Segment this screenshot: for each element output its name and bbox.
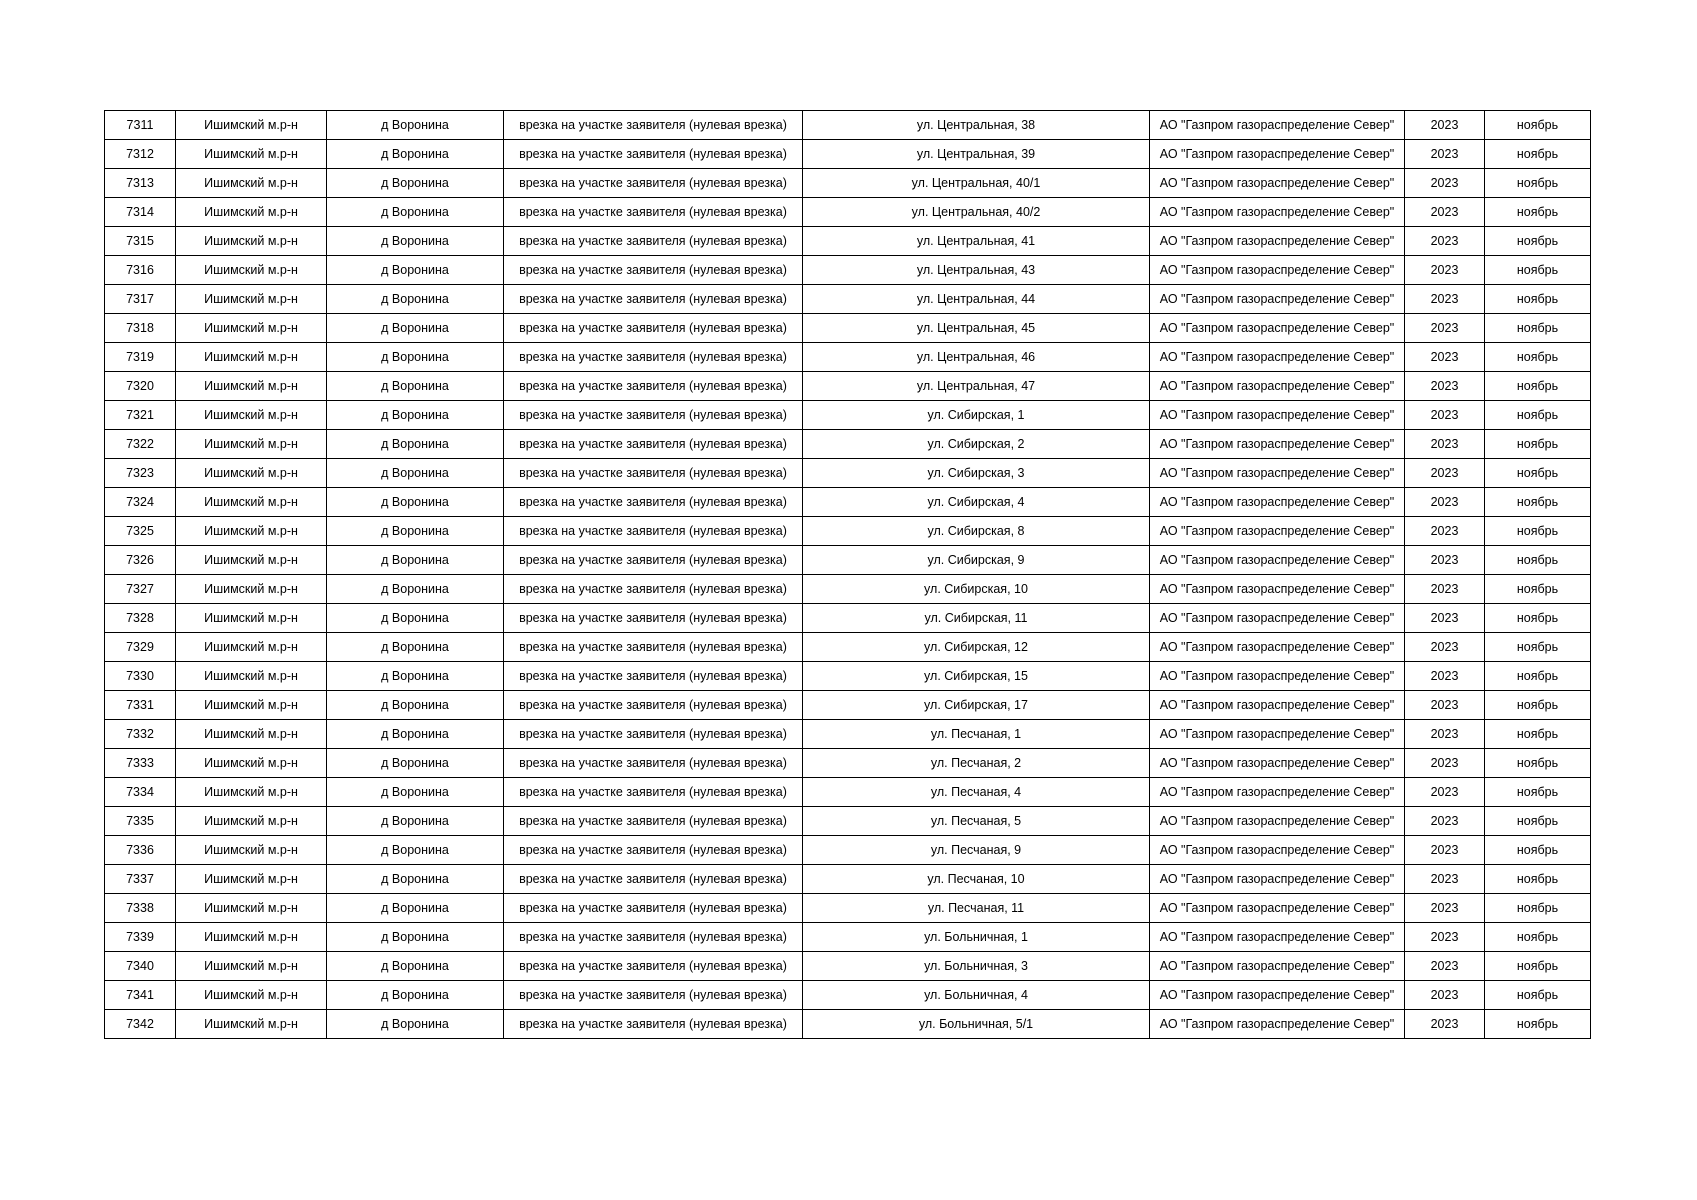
cell-year: 2023 <box>1405 604 1485 633</box>
cell-year: 2023 <box>1405 256 1485 285</box>
cell-number: 7327 <box>105 575 176 604</box>
cell-settlement: д Воронина <box>327 691 504 720</box>
cell-district: Ишимский м.р-н <box>176 836 327 865</box>
cell-settlement: д Воронина <box>327 198 504 227</box>
cell-district: Ишимский м.р-н <box>176 430 327 459</box>
cell-address: ул. Сибирская, 17 <box>803 691 1150 720</box>
cell-connection-type: врезка на участке заявителя (нулевая врезка) <box>504 865 803 894</box>
table-row <box>105 952 1591 981</box>
cell-number: 7331 <box>105 691 176 720</box>
cell-connection-type: врезка на участке заявителя (нулевая врезка) <box>504 111 803 140</box>
cell-month: ноябрь <box>1485 923 1591 952</box>
cell-year: 2023 <box>1405 807 1485 836</box>
cell-number: 7332 <box>105 720 176 749</box>
cell-number: 7316 <box>105 256 176 285</box>
cell-settlement: д Воронина <box>327 140 504 169</box>
cell-connection-type: врезка на участке заявителя (нулевая врезка) <box>504 488 803 517</box>
cell-district: Ишимский м.р-н <box>176 952 327 981</box>
table-row <box>105 314 1591 343</box>
cell-number: 7318 <box>105 314 176 343</box>
cell-organization: АО "Газпром газораспределение Север" <box>1150 836 1405 865</box>
cell-address: ул. Центральная, 44 <box>803 285 1150 314</box>
cell-year: 2023 <box>1405 140 1485 169</box>
cell-address: ул. Песчаная, 9 <box>803 836 1150 865</box>
cell-district: Ишимский м.р-н <box>176 285 327 314</box>
cell-month: ноябрь <box>1485 140 1591 169</box>
cell-connection-type: врезка на участке заявителя (нулевая врезка) <box>504 894 803 923</box>
cell-organization: АО "Газпром газораспределение Север" <box>1150 140 1405 169</box>
cell-connection-type: врезка на участке заявителя (нулевая врезка) <box>504 169 803 198</box>
cell-number: 7336 <box>105 836 176 865</box>
table-row <box>105 227 1591 256</box>
cell-number: 7338 <box>105 894 176 923</box>
table-row <box>105 807 1591 836</box>
cell-settlement: д Воронина <box>327 314 504 343</box>
cell-connection-type: врезка на участке заявителя (нулевая врезка) <box>504 604 803 633</box>
cell-district: Ишимский м.р-н <box>176 169 327 198</box>
cell-number: 7324 <box>105 488 176 517</box>
cell-connection-type: врезка на участке заявителя (нулевая врезка) <box>504 401 803 430</box>
cell-connection-type: врезка на участке заявителя (нулевая врезка) <box>504 807 803 836</box>
cell-connection-type: врезка на участке заявителя (нулевая врезка) <box>504 517 803 546</box>
cell-number: 7326 <box>105 546 176 575</box>
cell-month: ноябрь <box>1485 111 1591 140</box>
cell-year: 2023 <box>1405 836 1485 865</box>
table-row <box>105 778 1591 807</box>
cell-settlement: д Воронина <box>327 546 504 575</box>
cell-month: ноябрь <box>1485 517 1591 546</box>
cell-organization: АО "Газпром газораспределение Север" <box>1150 662 1405 691</box>
cell-address: ул. Песчаная, 1 <box>803 720 1150 749</box>
cell-year: 2023 <box>1405 401 1485 430</box>
cell-connection-type: врезка на участке заявителя (нулевая врезка) <box>504 256 803 285</box>
cell-settlement: д Воронина <box>327 488 504 517</box>
cell-month: ноябрь <box>1485 169 1591 198</box>
cell-number: 7342 <box>105 1010 176 1039</box>
table-row <box>105 575 1591 604</box>
table-row <box>105 372 1591 401</box>
cell-month: ноябрь <box>1485 459 1591 488</box>
cell-year: 2023 <box>1405 198 1485 227</box>
cell-organization: АО "Газпром газораспределение Север" <box>1150 111 1405 140</box>
cell-district: Ишимский м.р-н <box>176 111 327 140</box>
cell-district: Ишимский м.р-н <box>176 604 327 633</box>
cell-number: 7314 <box>105 198 176 227</box>
cell-year: 2023 <box>1405 314 1485 343</box>
table-row <box>105 401 1591 430</box>
cell-connection-type: врезка на участке заявителя (нулевая врезка) <box>504 459 803 488</box>
cell-district: Ишимский м.р-н <box>176 459 327 488</box>
gasification-table <box>104 110 1591 1039</box>
cell-address: ул. Центральная, 39 <box>803 140 1150 169</box>
cell-settlement: д Воронина <box>327 923 504 952</box>
cell-connection-type: врезка на участке заявителя (нулевая врезка) <box>504 952 803 981</box>
table-row <box>105 691 1591 720</box>
cell-number: 7315 <box>105 227 176 256</box>
cell-organization: АО "Газпром газораспределение Север" <box>1150 401 1405 430</box>
cell-address: ул. Сибирская, 12 <box>803 633 1150 662</box>
table-row <box>105 633 1591 662</box>
cell-month: ноябрь <box>1485 575 1591 604</box>
cell-settlement: д Воронина <box>327 981 504 1010</box>
cell-connection-type: врезка на участке заявителя (нулевая врезка) <box>504 314 803 343</box>
cell-organization: АО "Газпром газораспределение Север" <box>1150 981 1405 1010</box>
cell-organization: АО "Газпром газораспределение Север" <box>1150 256 1405 285</box>
table-body <box>105 111 1591 1039</box>
cell-district: Ишимский м.р-н <box>176 981 327 1010</box>
cell-number: 7311 <box>105 111 176 140</box>
table-row <box>105 517 1591 546</box>
cell-settlement: д Воронина <box>327 169 504 198</box>
cell-settlement: д Воронина <box>327 401 504 430</box>
table-row <box>105 285 1591 314</box>
cell-settlement: д Воронина <box>327 836 504 865</box>
cell-address: ул. Песчаная, 10 <box>803 865 1150 894</box>
cell-settlement: д Воронина <box>327 517 504 546</box>
cell-district: Ишимский м.р-н <box>176 343 327 372</box>
cell-organization: АО "Газпром газораспределение Север" <box>1150 604 1405 633</box>
cell-month: ноябрь <box>1485 546 1591 575</box>
cell-settlement: д Воронина <box>327 807 504 836</box>
cell-year: 2023 <box>1405 691 1485 720</box>
cell-month: ноябрь <box>1485 256 1591 285</box>
cell-district: Ишимский м.р-н <box>176 662 327 691</box>
cell-address: ул. Сибирская, 11 <box>803 604 1150 633</box>
cell-connection-type: врезка на участке заявителя (нулевая врезка) <box>504 923 803 952</box>
table-row <box>105 140 1591 169</box>
cell-month: ноябрь <box>1485 372 1591 401</box>
cell-organization: АО "Газпром газораспределение Север" <box>1150 169 1405 198</box>
cell-district: Ишимский м.р-н <box>176 198 327 227</box>
table-row <box>105 662 1591 691</box>
cell-district: Ишимский м.р-н <box>176 778 327 807</box>
cell-address: ул. Центральная, 38 <box>803 111 1150 140</box>
cell-year: 2023 <box>1405 720 1485 749</box>
table-row <box>105 981 1591 1010</box>
cell-month: ноябрь <box>1485 227 1591 256</box>
cell-district: Ишимский м.р-н <box>176 488 327 517</box>
cell-year: 2023 <box>1405 343 1485 372</box>
cell-address: ул. Центральная, 41 <box>803 227 1150 256</box>
cell-connection-type: врезка на участке заявителя (нулевая врезка) <box>504 343 803 372</box>
cell-address: ул. Сибирская, 9 <box>803 546 1150 575</box>
cell-number: 7328 <box>105 604 176 633</box>
cell-organization: АО "Газпром газораспределение Север" <box>1150 488 1405 517</box>
cell-organization: АО "Газпром газораспределение Север" <box>1150 952 1405 981</box>
cell-year: 2023 <box>1405 749 1485 778</box>
cell-address: ул. Песчаная, 11 <box>803 894 1150 923</box>
cell-number: 7313 <box>105 169 176 198</box>
cell-number: 7339 <box>105 923 176 952</box>
cell-organization: АО "Газпром газораспределение Север" <box>1150 314 1405 343</box>
cell-settlement: д Воронина <box>327 952 504 981</box>
cell-settlement: д Воронина <box>327 459 504 488</box>
cell-connection-type: врезка на участке заявителя (нулевая врезка) <box>504 720 803 749</box>
cell-number: 7321 <box>105 401 176 430</box>
cell-connection-type: врезка на участке заявителя (нулевая врезка) <box>504 1010 803 1039</box>
cell-organization: АО "Газпром газораспределение Север" <box>1150 546 1405 575</box>
cell-number: 7325 <box>105 517 176 546</box>
cell-year: 2023 <box>1405 169 1485 198</box>
cell-month: ноябрь <box>1485 604 1591 633</box>
cell-address: ул. Песчаная, 2 <box>803 749 1150 778</box>
cell-year: 2023 <box>1405 894 1485 923</box>
cell-connection-type: врезка на участке заявителя (нулевая врезка) <box>504 546 803 575</box>
cell-district: Ишимский м.р-н <box>176 894 327 923</box>
cell-number: 7323 <box>105 459 176 488</box>
cell-connection-type: врезка на участке заявителя (нулевая врезка) <box>504 227 803 256</box>
cell-month: ноябрь <box>1485 749 1591 778</box>
cell-year: 2023 <box>1405 662 1485 691</box>
cell-year: 2023 <box>1405 546 1485 575</box>
cell-address: ул. Сибирская, 8 <box>803 517 1150 546</box>
cell-address: ул. Сибирская, 10 <box>803 575 1150 604</box>
cell-address: ул. Больничная, 5/1 <box>803 1010 1150 1039</box>
cell-month: ноябрь <box>1485 952 1591 981</box>
cell-district: Ишимский м.р-н <box>176 865 327 894</box>
cell-number: 7335 <box>105 807 176 836</box>
cell-district: Ишимский м.р-н <box>176 575 327 604</box>
cell-settlement: д Воронина <box>327 720 504 749</box>
cell-year: 2023 <box>1405 285 1485 314</box>
cell-settlement: д Воронина <box>327 604 504 633</box>
cell-settlement: д Воронина <box>327 1010 504 1039</box>
cell-connection-type: врезка на участке заявителя (нулевая врезка) <box>504 749 803 778</box>
cell-month: ноябрь <box>1485 1010 1591 1039</box>
cell-address: ул. Больничная, 3 <box>803 952 1150 981</box>
cell-month: ноябрь <box>1485 285 1591 314</box>
cell-settlement: д Воронина <box>327 865 504 894</box>
cell-district: Ишимский м.р-н <box>176 401 327 430</box>
cell-organization: АО "Газпром газораспределение Север" <box>1150 459 1405 488</box>
table-row <box>105 459 1591 488</box>
table-row <box>105 749 1591 778</box>
cell-address: ул. Больничная, 1 <box>803 923 1150 952</box>
cell-connection-type: врезка на участке заявителя (нулевая врезка) <box>504 285 803 314</box>
cell-settlement: д Воронина <box>327 662 504 691</box>
cell-month: ноябрь <box>1485 836 1591 865</box>
table-row <box>105 836 1591 865</box>
cell-number: 7330 <box>105 662 176 691</box>
cell-district: Ишимский м.р-н <box>176 923 327 952</box>
cell-settlement: д Воронина <box>327 285 504 314</box>
cell-number: 7312 <box>105 140 176 169</box>
cell-month: ноябрь <box>1485 198 1591 227</box>
cell-settlement: д Воронина <box>327 256 504 285</box>
cell-year: 2023 <box>1405 778 1485 807</box>
cell-address: ул. Песчаная, 4 <box>803 778 1150 807</box>
cell-organization: АО "Газпром газораспределение Север" <box>1150 807 1405 836</box>
cell-year: 2023 <box>1405 111 1485 140</box>
cell-organization: АО "Газпром газораспределение Север" <box>1150 198 1405 227</box>
cell-settlement: д Воронина <box>327 111 504 140</box>
table-row <box>105 343 1591 372</box>
cell-settlement: д Воронина <box>327 430 504 459</box>
table-row <box>105 256 1591 285</box>
cell-address: ул. Центральная, 40/1 <box>803 169 1150 198</box>
cell-address: ул. Сибирская, 1 <box>803 401 1150 430</box>
table-row <box>105 111 1591 140</box>
cell-organization: АО "Газпром газораспределение Север" <box>1150 720 1405 749</box>
cell-address: ул. Сибирская, 4 <box>803 488 1150 517</box>
cell-district: Ишимский м.р-н <box>176 227 327 256</box>
cell-settlement: д Воронина <box>327 372 504 401</box>
cell-number: 7317 <box>105 285 176 314</box>
cell-connection-type: врезка на участке заявителя (нулевая врезка) <box>504 691 803 720</box>
table-row <box>105 923 1591 952</box>
cell-connection-type: врезка на участке заявителя (нулевая врезка) <box>504 662 803 691</box>
cell-district: Ишимский м.р-н <box>176 256 327 285</box>
table-row <box>105 720 1591 749</box>
cell-year: 2023 <box>1405 923 1485 952</box>
cell-connection-type: врезка на участке заявителя (нулевая врезка) <box>504 198 803 227</box>
cell-organization: АО "Газпром газораспределение Север" <box>1150 691 1405 720</box>
cell-year: 2023 <box>1405 1010 1485 1039</box>
cell-address: ул. Центральная, 45 <box>803 314 1150 343</box>
table-row <box>105 488 1591 517</box>
cell-year: 2023 <box>1405 517 1485 546</box>
cell-address: ул. Сибирская, 3 <box>803 459 1150 488</box>
cell-address: ул. Центральная, 46 <box>803 343 1150 372</box>
cell-connection-type: врезка на участке заявителя (нулевая врезка) <box>504 981 803 1010</box>
table-row <box>105 604 1591 633</box>
cell-month: ноябрь <box>1485 981 1591 1010</box>
cell-organization: АО "Газпром газораспределение Север" <box>1150 372 1405 401</box>
cell-organization: АО "Газпром газораспределение Север" <box>1150 575 1405 604</box>
cell-district: Ишимский м.р-н <box>176 140 327 169</box>
cell-month: ноябрь <box>1485 314 1591 343</box>
cell-month: ноябрь <box>1485 343 1591 372</box>
table-row <box>105 198 1591 227</box>
cell-district: Ишимский м.р-н <box>176 720 327 749</box>
cell-month: ноябрь <box>1485 720 1591 749</box>
cell-settlement: д Воронина <box>327 575 504 604</box>
cell-number: 7340 <box>105 952 176 981</box>
cell-district: Ишимский м.р-н <box>176 633 327 662</box>
cell-connection-type: врезка на участке заявителя (нулевая врезка) <box>504 575 803 604</box>
cell-address: ул. Сибирская, 2 <box>803 430 1150 459</box>
cell-year: 2023 <box>1405 981 1485 1010</box>
cell-organization: АО "Газпром газораспределение Север" <box>1150 430 1405 459</box>
cell-year: 2023 <box>1405 227 1485 256</box>
cell-month: ноябрь <box>1485 691 1591 720</box>
cell-address: ул. Центральная, 47 <box>803 372 1150 401</box>
cell-connection-type: врезка на участке заявителя (нулевая врезка) <box>504 778 803 807</box>
cell-year: 2023 <box>1405 430 1485 459</box>
cell-month: ноябрь <box>1485 430 1591 459</box>
cell-number: 7337 <box>105 865 176 894</box>
cell-organization: АО "Газпром газораспределение Север" <box>1150 894 1405 923</box>
cell-organization: АО "Газпром газораспределение Север" <box>1150 778 1405 807</box>
cell-year: 2023 <box>1405 633 1485 662</box>
cell-organization: АО "Газпром газораспределение Север" <box>1150 1010 1405 1039</box>
cell-settlement: д Воронина <box>327 778 504 807</box>
cell-number: 7334 <box>105 778 176 807</box>
cell-month: ноябрь <box>1485 778 1591 807</box>
cell-district: Ишимский м.р-н <box>176 749 327 778</box>
cell-year: 2023 <box>1405 372 1485 401</box>
cell-month: ноябрь <box>1485 488 1591 517</box>
cell-district: Ишимский м.р-н <box>176 807 327 836</box>
cell-district: Ишимский м.р-н <box>176 546 327 575</box>
cell-organization: АО "Газпром газораспределение Север" <box>1150 923 1405 952</box>
cell-year: 2023 <box>1405 488 1485 517</box>
table-row <box>105 1010 1591 1039</box>
cell-settlement: д Воронина <box>327 227 504 256</box>
table-row <box>105 430 1591 459</box>
table-row <box>105 865 1591 894</box>
cell-organization: АО "Газпром газораспределение Север" <box>1150 865 1405 894</box>
cell-number: 7329 <box>105 633 176 662</box>
cell-address: ул. Центральная, 40/2 <box>803 198 1150 227</box>
cell-organization: АО "Газпром газораспределение Север" <box>1150 517 1405 546</box>
cell-connection-type: врезка на участке заявителя (нулевая врезка) <box>504 372 803 401</box>
cell-year: 2023 <box>1405 952 1485 981</box>
cell-number: 7322 <box>105 430 176 459</box>
cell-organization: АО "Газпром газораспределение Север" <box>1150 749 1405 778</box>
cell-number: 7341 <box>105 981 176 1010</box>
cell-organization: АО "Газпром газораспределение Север" <box>1150 227 1405 256</box>
cell-settlement: д Воронина <box>327 894 504 923</box>
cell-address: ул. Песчаная, 5 <box>803 807 1150 836</box>
cell-settlement: д Воронина <box>327 633 504 662</box>
cell-district: Ишимский м.р-н <box>176 517 327 546</box>
cell-connection-type: врезка на участке заявителя (нулевая врезка) <box>504 633 803 662</box>
cell-month: ноябрь <box>1485 865 1591 894</box>
cell-connection-type: врезка на участке заявителя (нулевая врезка) <box>504 430 803 459</box>
table-row <box>105 169 1591 198</box>
cell-number: 7320 <box>105 372 176 401</box>
cell-year: 2023 <box>1405 865 1485 894</box>
cell-year: 2023 <box>1405 459 1485 488</box>
cell-settlement: д Воронина <box>327 343 504 372</box>
cell-settlement: д Воронина <box>327 749 504 778</box>
cell-organization: АО "Газпром газораспределение Север" <box>1150 633 1405 662</box>
cell-month: ноябрь <box>1485 662 1591 691</box>
cell-month: ноябрь <box>1485 633 1591 662</box>
cell-organization: АО "Газпром газораспределение Север" <box>1150 343 1405 372</box>
cell-number: 7333 <box>105 749 176 778</box>
cell-connection-type: врезка на участке заявителя (нулевая врезка) <box>504 836 803 865</box>
cell-month: ноябрь <box>1485 401 1591 430</box>
cell-number: 7319 <box>105 343 176 372</box>
cell-district: Ишимский м.р-н <box>176 314 327 343</box>
cell-year: 2023 <box>1405 575 1485 604</box>
cell-month: ноябрь <box>1485 807 1591 836</box>
table-row <box>105 546 1591 575</box>
cell-district: Ишимский м.р-н <box>176 1010 327 1039</box>
cell-month: ноябрь <box>1485 894 1591 923</box>
cell-organization: АО "Газпром газораспределение Север" <box>1150 285 1405 314</box>
cell-address: ул. Сибирская, 15 <box>803 662 1150 691</box>
cell-address: ул. Центральная, 43 <box>803 256 1150 285</box>
cell-district: Ишимский м.р-н <box>176 691 327 720</box>
table-row <box>105 894 1591 923</box>
cell-address: ул. Больничная, 4 <box>803 981 1150 1010</box>
cell-district: Ишимский м.р-н <box>176 372 327 401</box>
cell-connection-type: врезка на участке заявителя (нулевая врезка) <box>504 140 803 169</box>
